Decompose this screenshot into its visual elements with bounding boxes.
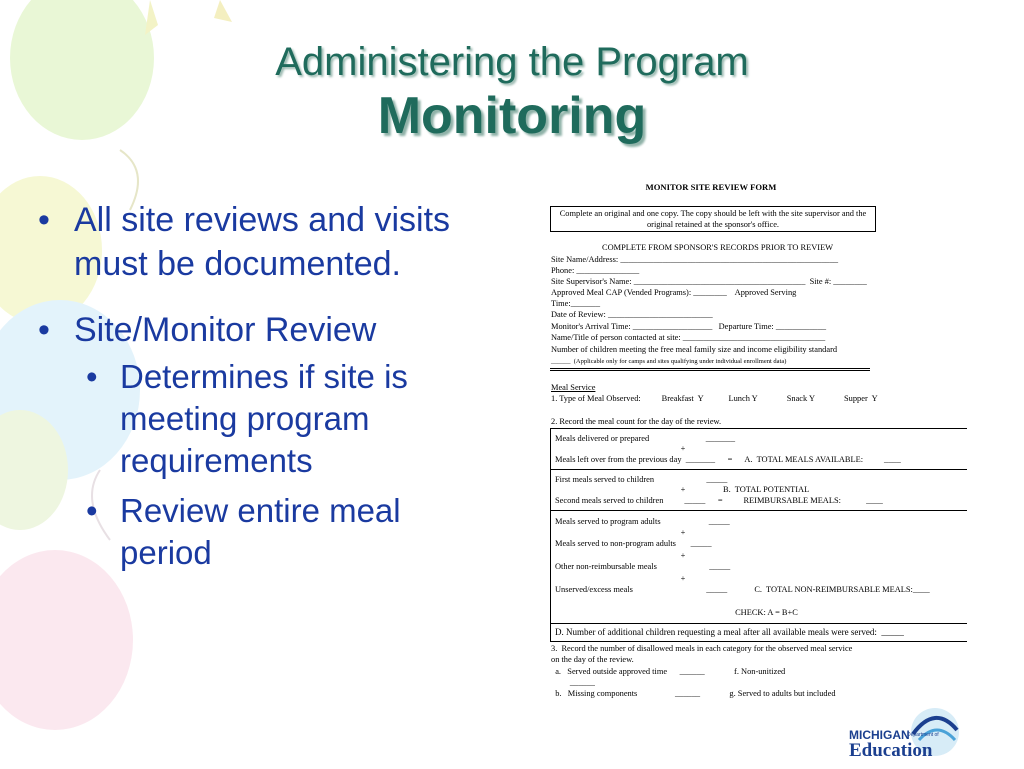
form-line: Site Supervisor's Name: _________________________________________ Site #: ________ (551, 277, 867, 286)
michigan-education-logo (843, 700, 963, 764)
form-line: Date of Review: _________________________ (551, 310, 713, 319)
logo-line2: Education (849, 740, 933, 761)
form-line: 3. Record the number of disallowed meals in each category for the observed meal service (551, 644, 853, 653)
bullet-item (38, 308, 498, 352)
form-line: Site Name/Address: ____________________________________________________ (551, 255, 839, 264)
record-count-line: 2. Record the meal count for the day of the review. (551, 417, 722, 426)
form-line: Meals served to non-program adults _____ (555, 539, 712, 548)
form-line: Other non-reimbursable meals _____ (555, 562, 731, 571)
form-line: Name/Title of person contacted at site: __________________________________ (551, 333, 826, 342)
form-line: Time:_______ (551, 299, 601, 308)
form-line: Meals delivered or prepared _______ (555, 434, 736, 443)
form-line: D. Number of additional children requesting a meal after all available meals were served: _____ (555, 627, 904, 637)
bullet-text: All site reviews and visits must be documented. (74, 201, 451, 283)
meal-count-block-c (550, 510, 967, 624)
slide-title: Administering the Program (275, 40, 749, 84)
sub-bullet-item (38, 356, 498, 482)
bullet-icon: • (38, 201, 50, 239)
logo-line1: MICHIGAN (849, 728, 910, 742)
form-line: ______ (551, 678, 595, 687)
form-line: b. Missing components ______ g. Served to adults but included (551, 689, 836, 698)
form-line: Meals left over from the previous day _______ = A. TOTAL MEALS AVAILABLE: ____ (555, 455, 901, 464)
form-line: + (555, 551, 686, 560)
form-section-header: COMPLETE FROM SPONSOR'S RECORDS PRIOR TO REVIEW (602, 243, 834, 252)
sub-bullet-item (38, 490, 498, 574)
logo-line3: Department of (907, 732, 939, 738)
bullet-item (38, 198, 498, 286)
form-line: Number of children meeting the free meal family size and income eligibility standard (551, 345, 838, 354)
monitor-site-review-form (548, 180, 968, 710)
bullet-icon: • (86, 492, 98, 529)
form-line: First meals served to children _____ (555, 475, 728, 484)
form-line: Monitor's Arrival Time: ___________________ Departure Time: ____________ (551, 322, 827, 331)
meal-count-block-b (550, 469, 967, 511)
form-line: ______ (Applicable only for camps and sites qualifying under individual enrollment data) (551, 358, 787, 365)
bullet-icon: • (86, 358, 98, 395)
form-line: + (555, 528, 686, 537)
form-line: + (555, 574, 686, 583)
divider (550, 368, 870, 369)
sub-bullet-text: Review entire meal period (120, 492, 401, 571)
form-line: Approved Meal CAP (Vended Programs): ________ Approved Serving (551, 288, 797, 297)
form-line: Unserved/excess meals _____ C. TOTAL NON-REIMBURSABLE MEALS:____ (555, 585, 930, 594)
form-line: + (555, 444, 686, 453)
slide-subtitle: Monitoring (377, 87, 647, 145)
bullet-text: Site/Monitor Review (74, 311, 377, 349)
bullet-icon: • (38, 311, 50, 349)
divider (550, 370, 870, 371)
form-line: on the day of the review. (551, 655, 634, 664)
form-line: + B. TOTAL POTENTIAL (555, 485, 810, 494)
bullet-list (38, 198, 498, 582)
meal-count-block-a (550, 428, 967, 470)
form-title: MONITOR SITE REVIEW FORM (645, 182, 777, 192)
form-line: Second meals served to children _____ = REIMBURSABLE MEALS: ____ (555, 496, 883, 505)
form-line: a. Served outside approved time ______ f. Non-unitized (551, 667, 786, 676)
meal-service-heading: Meal Service (551, 383, 596, 392)
form-instructions: Complete an original and one copy. The copy should be left with the site supervisor and the original retained at the sponsor's office. (550, 206, 876, 232)
meal-type-line: 1. Type of Meal Observed: Breakfast Y Lunch Y Snack Y Supper Y (551, 394, 878, 403)
form-line: Meals served to program adults _____ (555, 517, 730, 526)
meal-count-block-d (550, 623, 967, 642)
form-line: Phone: _______________ (551, 266, 640, 275)
sub-bullet-text: Determines if site is meeting program requirements (120, 358, 408, 479)
form-line: CHECK: A = B+C (555, 608, 798, 617)
